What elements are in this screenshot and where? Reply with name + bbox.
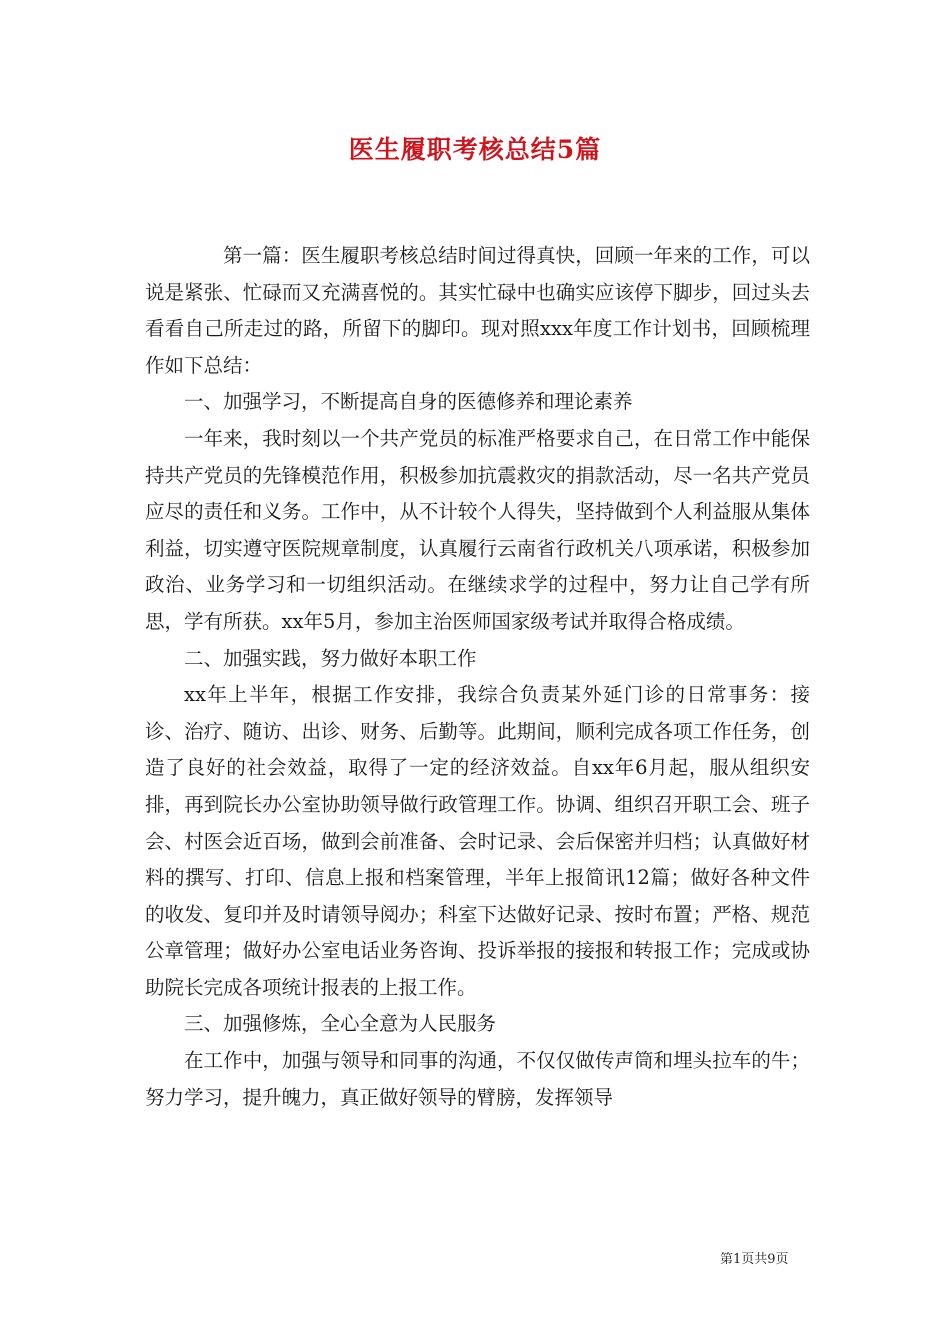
section-heading-1: 一、加强学习，不断提高自身的医德修养和理论素养 bbox=[184, 390, 633, 414]
body-text bbox=[145, 238, 810, 1116]
page-title: 医生履职考核总结5篇 bbox=[348, 135, 602, 164]
paragraph-section-3: 在工作中，加强与领导和同事的沟通，不仅仅做传声筒和埋头拉车的牛；努力学习，提升魄力，真正做好领导的臂膀，发挥领导 bbox=[145, 1049, 810, 1109]
paragraph-section-2: xx年上半年，根据工作安排，我综合负责某外延门诊的日常事务：接诊、治疗、随访、出诊、财务、后勤等。此期间，顺利完成各项工作任务，创造了良好的社会效益，取得了一定的经济效益。自xx年6月起，服从组织安排，再到院长办公室协助领导做行政管理工作。协调、组织召开职工会、班子会、村医会近百场，做到会前准备、会时记录、会后保密并归档；认真做好材料的撰写、打印、信息上报和档案管理，半年上报简讯12篇；做好各种文件的收发、复印并及时请领导阅办；科室下达做好记录、按时布置；严格、规范公章管理；做好办公室电话业务咨询、投诉举报的接报和转报工作；完成或协助院长完成各项统计报表的上报工作。 bbox=[145, 683, 810, 999]
page-number-footer: 第1页共9页 bbox=[720, 1252, 789, 1267]
paragraph-section-1: 一年来，我时刻以一个共产党员的标准严格要求自己，在日常工作中能保持共产党员的先锋模范作用，积极参加抗震救灾的捐款活动，尽一名共产党员应尽的责任和义务。工作中，从不计较个人得失，坚持做到个人利益服从集体利益，切实遵守医院规章制度，认真履行云南省行政机关八项承诺，积极参加政治、业务学习和一切组织活动。在继续求学的过程中，努力让自己学有所思，学有所获。xx年5月，参加主治医师国家级考试并取得合格成绩。 bbox=[145, 426, 810, 633]
paragraph-intro: 第一篇：医生履职考核总结时间过得真快，回顾一年来的工作，可以说是紧张、忙碌而又充满喜悦的。其实忙碌中也确实应该停下脚步，回过头去看看自己所走过的路，所留下的脚印。现对照xxx年度工作计划书，回顾梳理作如下总结： bbox=[145, 244, 810, 377]
section-heading-2: 二、加强实践，努力做好本职工作 bbox=[184, 646, 477, 670]
section-heading-3: 三、加强修炼，全心全意为人民服务 bbox=[184, 1012, 497, 1036]
